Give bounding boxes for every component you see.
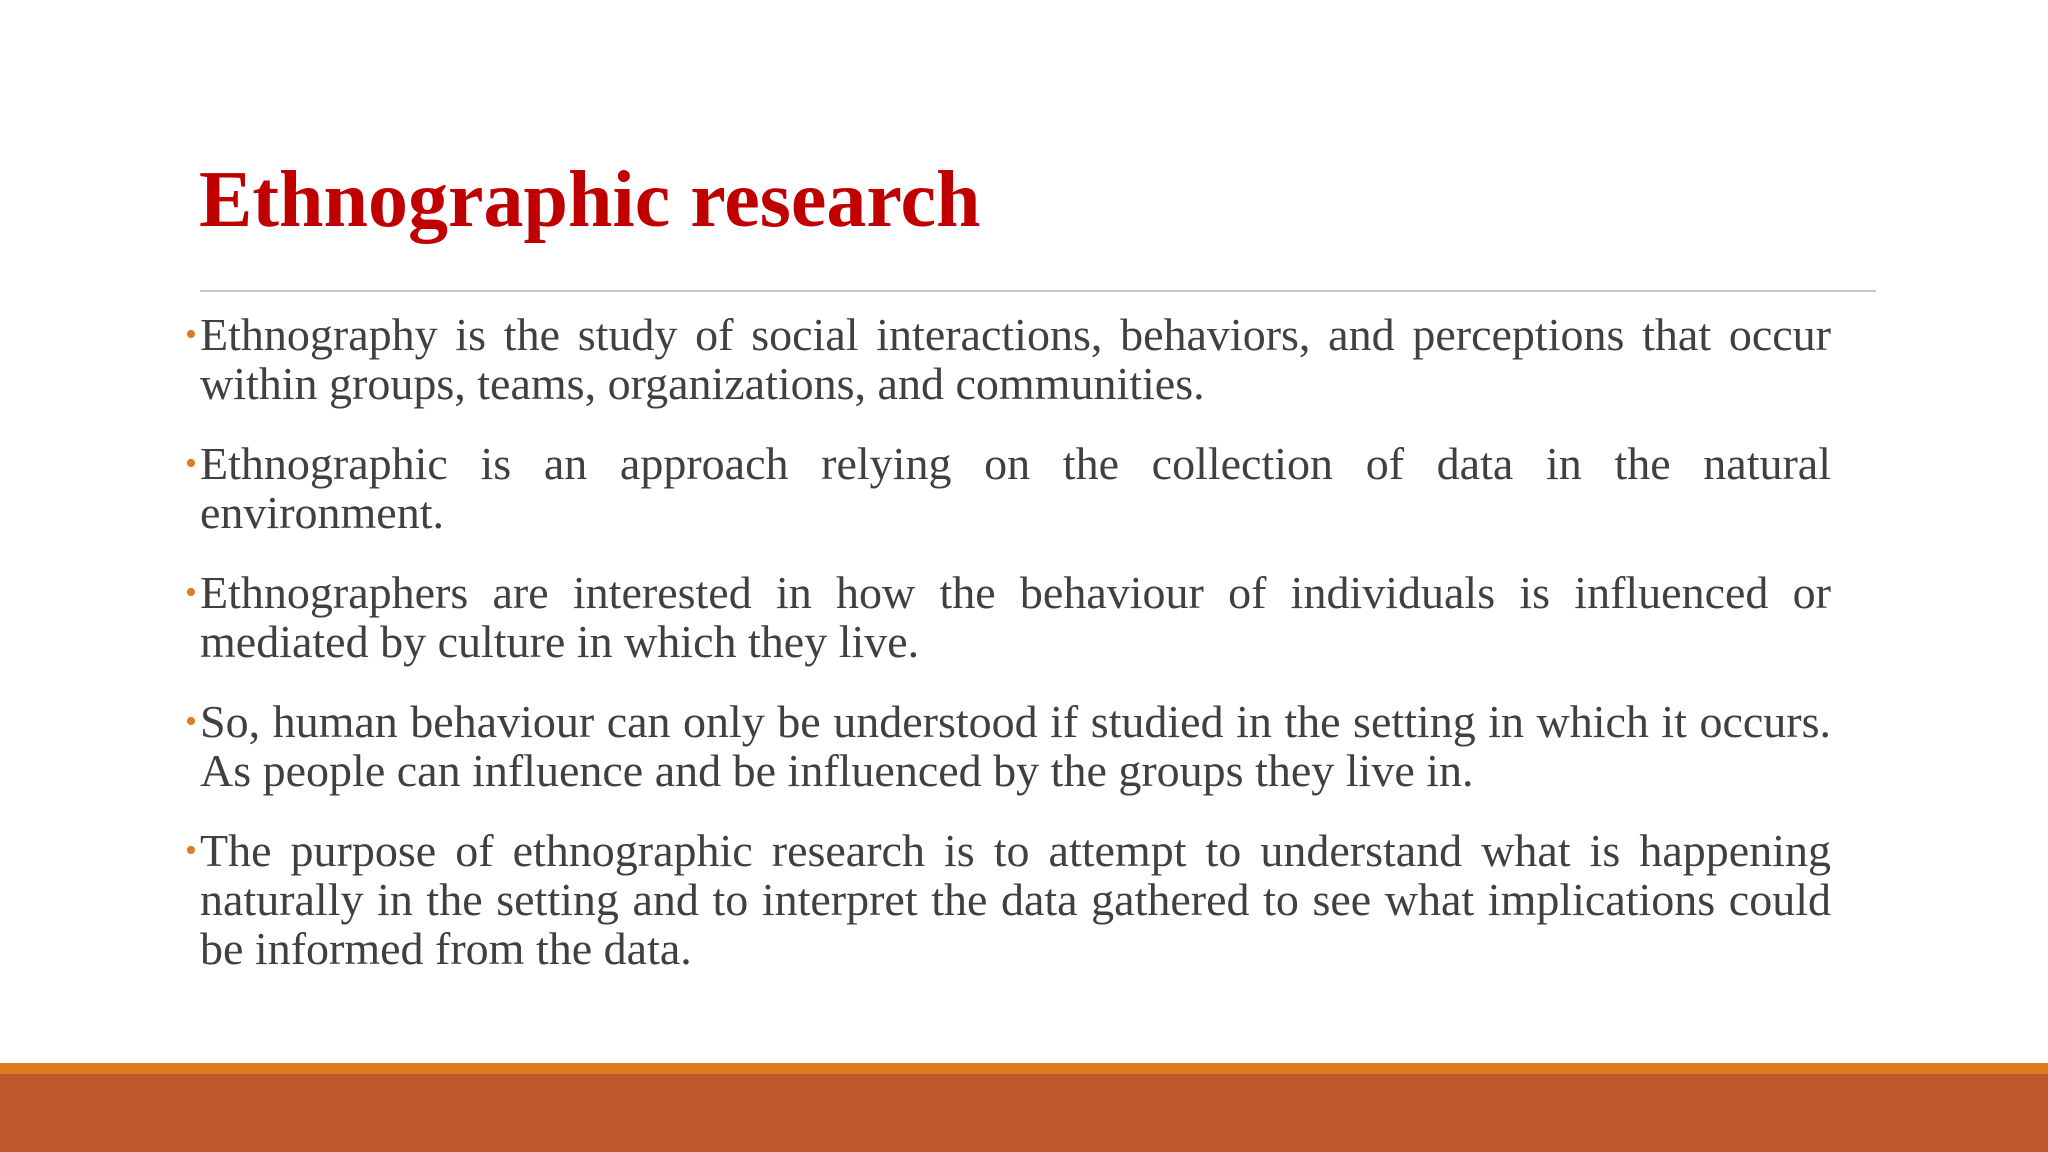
- footer-band: [0, 1074, 2048, 1152]
- bullet-text: So, human behaviour can only be understood if studied in the setting in which it occurs. As people can influence and be influenced by the groups they live in.: [200, 696, 1831, 796]
- bullet-list: [185, 310, 1831, 1004]
- bullet-item: [185, 697, 1831, 795]
- bullet-item: [185, 310, 1831, 408]
- bullet-text: Ethnographic is an approach relying on the collection of data in the natural environment.: [200, 438, 1831, 538]
- title-divider: [200, 290, 1876, 292]
- bullet-icon: •: [185, 832, 197, 869]
- footer-accent-stripe: [0, 1063, 2048, 1074]
- bullet-text: Ethnographers are interested in how the behaviour of individuals is influenced or mediated by culture in which they live.: [200, 567, 1831, 667]
- bullet-text: Ethnography is the study of social interactions, behaviors, and perceptions that occur within groups, teams, organizations, and communities.: [200, 309, 1831, 409]
- bullet-icon: •: [185, 445, 197, 482]
- bullet-text: The purpose of ethnographic research is to attempt to understand what is happening naturally in the setting and to interpret the data gathered to see what implications could be informed from the data.: [200, 825, 1831, 974]
- bullet-icon: •: [185, 703, 197, 740]
- bullet-item: [185, 826, 1831, 973]
- bullet-icon: •: [185, 316, 197, 353]
- bullet-item: [185, 568, 1831, 666]
- slide-title: Ethnographic research: [199, 156, 981, 244]
- bullet-icon: •: [185, 574, 197, 611]
- bullet-item: [185, 439, 1831, 537]
